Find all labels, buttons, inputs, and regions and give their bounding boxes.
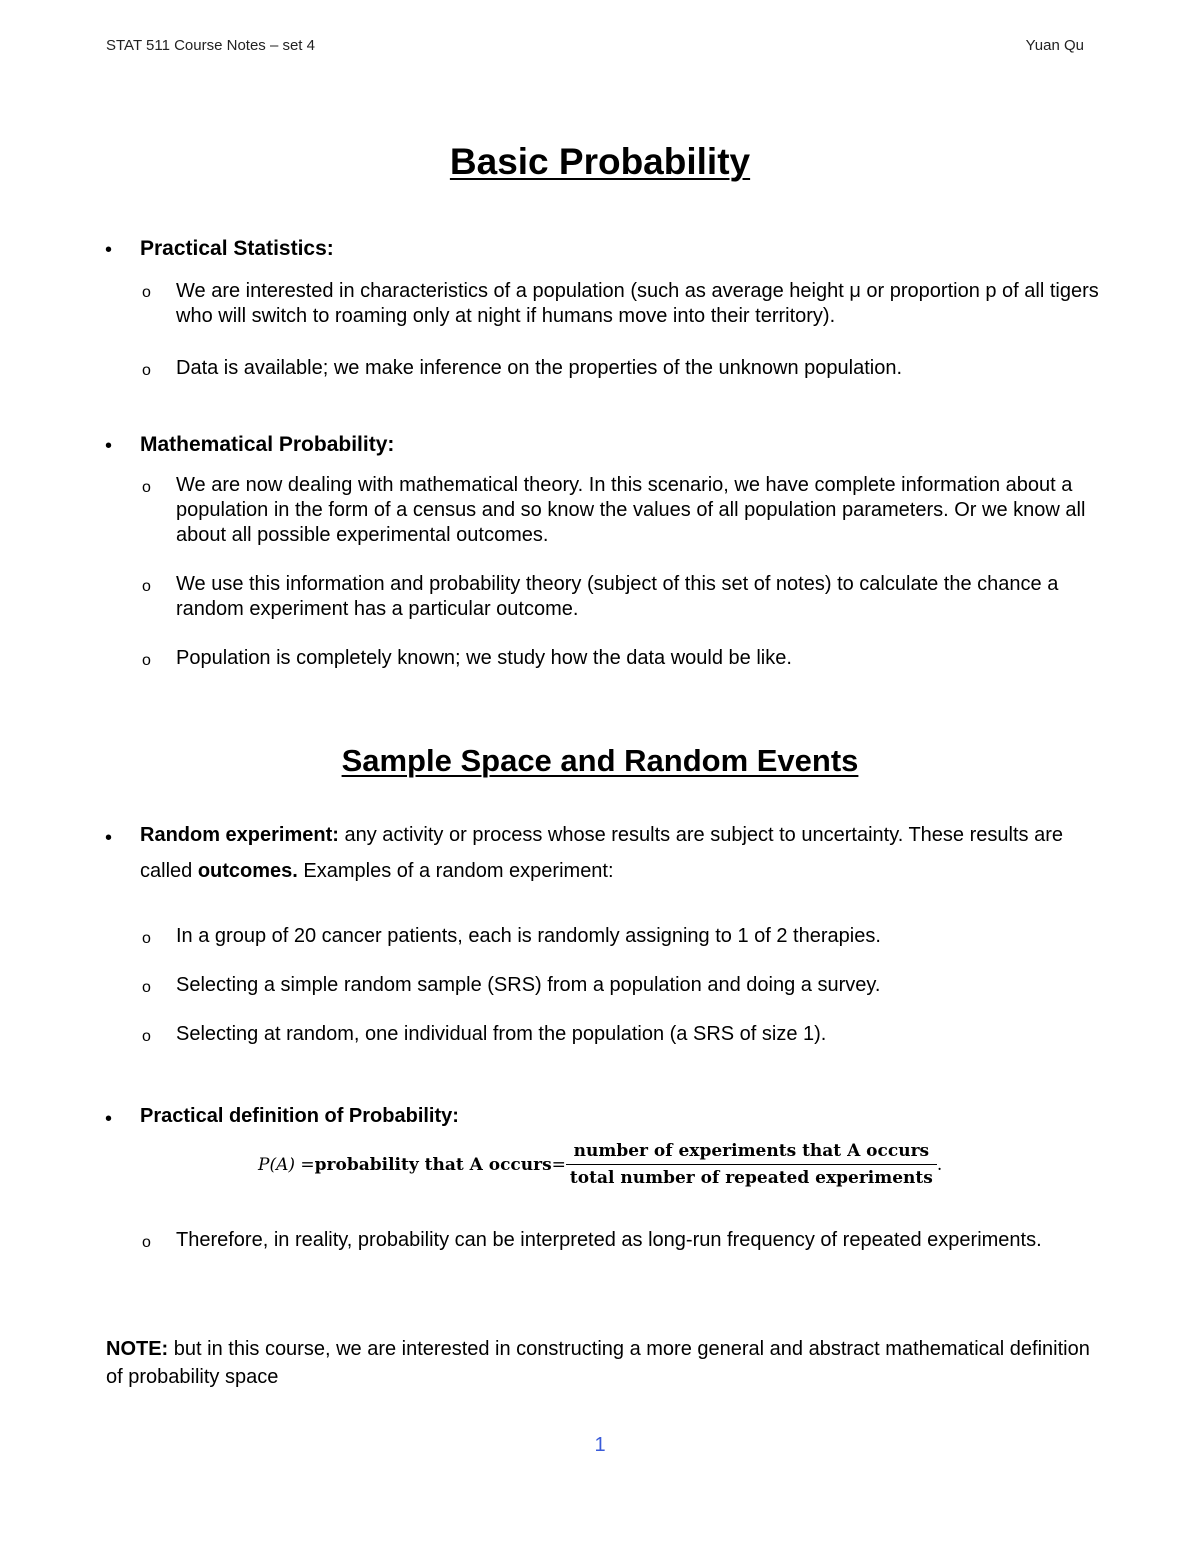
practical-definition-heading: Practical definition of Probability: [140, 1105, 459, 1127]
list-item: Selecting a simple random sample (SRS) from a population and doing a survey. [176, 974, 881, 996]
bullet-icon: • [105, 827, 113, 849]
circle-bullet-icon: o [142, 930, 151, 947]
note-paragraph: NOTE: but in this course, we are interested in constructing a more general and abstract mathematical definition of probability space [106, 1338, 1090, 1388]
circle-bullet-icon: o [142, 362, 151, 379]
circle-bullet-icon: o [142, 578, 151, 595]
formula-equals: = [551, 1154, 566, 1175]
list-item: We use this information and probability theory (subject of this set of notes) to calculate the chance a random experiment has a particular outcome. [176, 573, 1059, 620]
random-experiment-term: Random experiment: [140, 824, 339, 846]
list-item: Data is available; we make inference on the properties of the unknown population. [176, 357, 903, 379]
formula-lhs: P(A) = [258, 1154, 315, 1175]
circle-bullet-icon: o [142, 979, 151, 996]
random-experiment-paragraph: Random experiment: any activity or process whose results are subject to uncertainty. These results are called outcomes. Examples of a random experiment: [140, 824, 1063, 882]
formula-end: . [936, 1154, 943, 1175]
header-author: Yuan Qu [1025, 37, 1084, 54]
bullet-icon: • [105, 1108, 113, 1130]
outcomes-term: outcomes. [197, 860, 298, 882]
circle-bullet-icon: o [142, 652, 151, 669]
bullet-icon: • [105, 239, 113, 261]
section-title: Sample Space and Random Events [341, 743, 859, 778]
page-number: 1 [594, 1434, 606, 1456]
formula-denominator: total number of repeated experiments [569, 1168, 933, 1188]
formula-numerator: number of experiments that A occurs [566, 1141, 937, 1165]
formula-fraction [566, 1141, 937, 1188]
list-item: In a group of 20 cancer patients, each is randomly assigning to 1 of 2 therapies. [176, 925, 881, 947]
page-title: Basic Probability [449, 141, 751, 182]
practical-statistics-heading: Practical Statistics: [140, 237, 334, 260]
bullet-icon: • [105, 435, 113, 457]
list-item: We are now dealing with mathematical theory. In this scenario, we have complete information about a population in the form of a census and so know the values of all population parameters. Or we know all about all possible experimental outcomes. [176, 474, 1086, 546]
mathematical-probability-heading: Mathematical Probability: [140, 433, 395, 456]
note-label: NOTE: [106, 1338, 169, 1360]
list-item: Population is completely known; we study how the data would be like. [176, 647, 792, 669]
list-item: We are interested in characteristics of a population (such as average height μ or proportion p of all tigers who will switch to roaming only at night if humans move into their territory). [176, 280, 1099, 327]
list-item: Therefore, in reality, probability can be interpreted as long-run frequency of repeated experiments. [176, 1229, 1042, 1251]
header-course: STAT 511 Course Notes – set 4 [106, 37, 315, 54]
circle-bullet-icon: o [142, 1234, 151, 1251]
circle-bullet-icon: o [142, 1028, 151, 1045]
formula-middle: probability that A occurs [314, 1154, 552, 1175]
circle-bullet-icon: o [142, 284, 151, 301]
list-item: Selecting at random, one individual from the population (a SRS of size 1). [176, 1023, 827, 1045]
probability-formula [258, 1141, 942, 1188]
circle-bullet-icon: o [142, 479, 151, 496]
